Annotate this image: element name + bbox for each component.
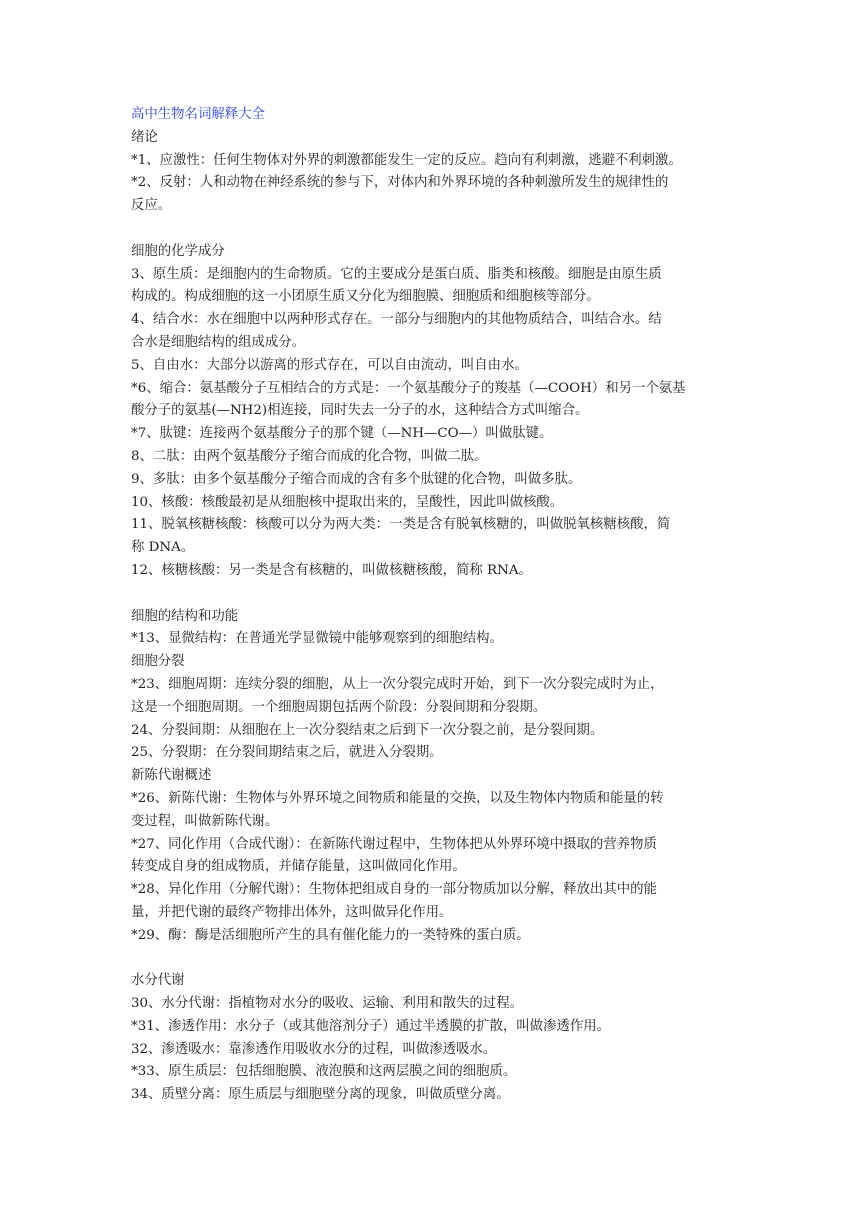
text-line: 构成的。构成细胞的这一小团原生质又分化为细胞膜、细胞质和细胞核等部分。 bbox=[131, 289, 600, 305]
text-line: 这是一个细胞周期。一个细胞周期包括两个阶段：分裂间期和分裂期。 bbox=[131, 699, 547, 715]
text-line: *33、原生质层：包括细胞膜、液泡膜和这两层膜之间的细胞质。 bbox=[131, 1064, 517, 1080]
text-line: 34、质壁分离：原生质层与细胞壁分离的现象，叫做质壁分离。 bbox=[131, 1087, 510, 1103]
text-line: 量，并把代谢的最终产物排出体外，这叫做异化作用。 bbox=[131, 904, 453, 920]
text-line: 细胞分裂 bbox=[131, 654, 185, 670]
text-line: 反应。 bbox=[131, 198, 172, 214]
text-line: 转变成自身的组成物质，并储存能量，这叫做同化作用。 bbox=[131, 859, 466, 875]
text-line: *29、酶：酶是活细胞所产生的具有催化能力的一类特殊的蛋白质。 bbox=[131, 927, 530, 943]
text-line: *23、细胞周期：连续分裂的细胞，从上一次分裂完成时开始，到下一次分裂完成时为止， bbox=[131, 676, 664, 692]
text-line: 25、分裂期：在分裂间期结束之后，就进入分裂期。 bbox=[131, 745, 443, 761]
text-line: *6、缩合：氨基酸分子互相结合的方式是：一个氨基酸分子的羧基（—COOH）和另一个氨基 bbox=[131, 380, 686, 396]
text-line: 8、二肽：由两个氨基酸分子缩合而成的化合物，叫做二肽。 bbox=[131, 448, 488, 464]
text-line: *28、异化作用（分解代谢）：生物体把组成自身的一部分物质加以分解，释放出其中的能 bbox=[131, 882, 657, 898]
text-line: 11、脱氧核糖核酸：核酸可以分为两大类：一类是含有脱氧核糖的，叫做脱氧核糖核酸，简 bbox=[131, 517, 671, 533]
text-line: 新陈代谢概述 bbox=[131, 768, 212, 784]
blank-line bbox=[131, 583, 731, 606]
text-line: *7、肽键：连接两个氨基酸分子的那个键（—NH—CO—）叫做肽键。 bbox=[131, 426, 553, 442]
text-line: 32、渗透吸水：靠渗透作用吸收水分的过程，叫做渗透吸水。 bbox=[131, 1041, 497, 1057]
text-line: 细胞的化学成分 bbox=[131, 243, 225, 259]
text-line: 10、核酸：核酸最初是从细胞核中提取出来的，呈酸性，因此叫做核酸。 bbox=[131, 494, 564, 510]
text-line: 9、多肽：由多个氨基酸分子缩合而成的含有多个肽键的化合物，叫做多肽。 bbox=[131, 471, 582, 487]
text-line: 水分代谢 bbox=[131, 973, 185, 989]
text-line: *2、反射：人和动物在神经系统的参与下，对体内和外界环境的各种刺激所发生的规律性的 bbox=[131, 175, 669, 191]
text-line: 24、分裂间期：从细胞在上一次分裂结束之后到下一次分裂之前，是分裂间期。 bbox=[131, 722, 604, 738]
blank-line bbox=[131, 218, 731, 241]
text-line: 变过程，叫做新陈代谢。 bbox=[131, 813, 279, 829]
text-line: 4、结合水：水在细胞中以两种形式存在。一部分与细胞内的其他物质结合，叫结合水。结 bbox=[131, 312, 662, 328]
text-line: 30、水分代谢：指植物对水分的吸收、运输、利用和散失的过程。 bbox=[131, 996, 523, 1012]
text-line: 12、核糖核酸：另一类是含有核糖的，叫做核糖核酸，简称 RNA。 bbox=[131, 562, 532, 578]
text-line: 绪论 bbox=[131, 129, 158, 145]
text-line: 5、自由水：大部分以游离的形式存在，可以自由流动，叫自由水。 bbox=[131, 357, 528, 373]
blank-line bbox=[131, 947, 731, 970]
document-body bbox=[131, 127, 731, 1107]
text-line: 酸分子的氨基(—NH2)相连接，同时失去一分子的水，这种结合方式叫缩合。 bbox=[131, 403, 589, 419]
text-line: *13、显微结构：在普通光学显微镜中能够观察到的细胞结构。 bbox=[131, 631, 503, 647]
text-line: *26、新陈代谢：生物体与外界环境之间物质和能量的交换，以及生物体内物质和能量的转 bbox=[131, 790, 664, 806]
document-page bbox=[131, 104, 731, 1107]
text-line: 3、原生质：是细胞内的生命物质。它的主要成分是蛋白质、脂类和核酸。细胞是由原生质 bbox=[131, 266, 662, 282]
text-line: *31、渗透作用：水分子（或其他溶剂分子）通过半透膜的扩散，叫做渗透作用。 bbox=[131, 1018, 611, 1034]
text-line: *27、同化作用（合成代谢）：在新陈代谢过程中，生物体把从外界环境中摄取的营养物质 bbox=[131, 836, 657, 852]
document-title: 高中生物名词解释大全 bbox=[131, 107, 265, 122]
text-line: 称 DNA。 bbox=[131, 540, 195, 556]
text-line: 合水是细胞结构的组成成分。 bbox=[131, 334, 306, 350]
text-line: *1、应激性：任何生物体对外界的刺激都能发生一定的反应。趋向有利刺激，逃避不利刺激。 bbox=[131, 152, 682, 168]
text-line: 细胞的结构和功能 bbox=[131, 608, 239, 624]
